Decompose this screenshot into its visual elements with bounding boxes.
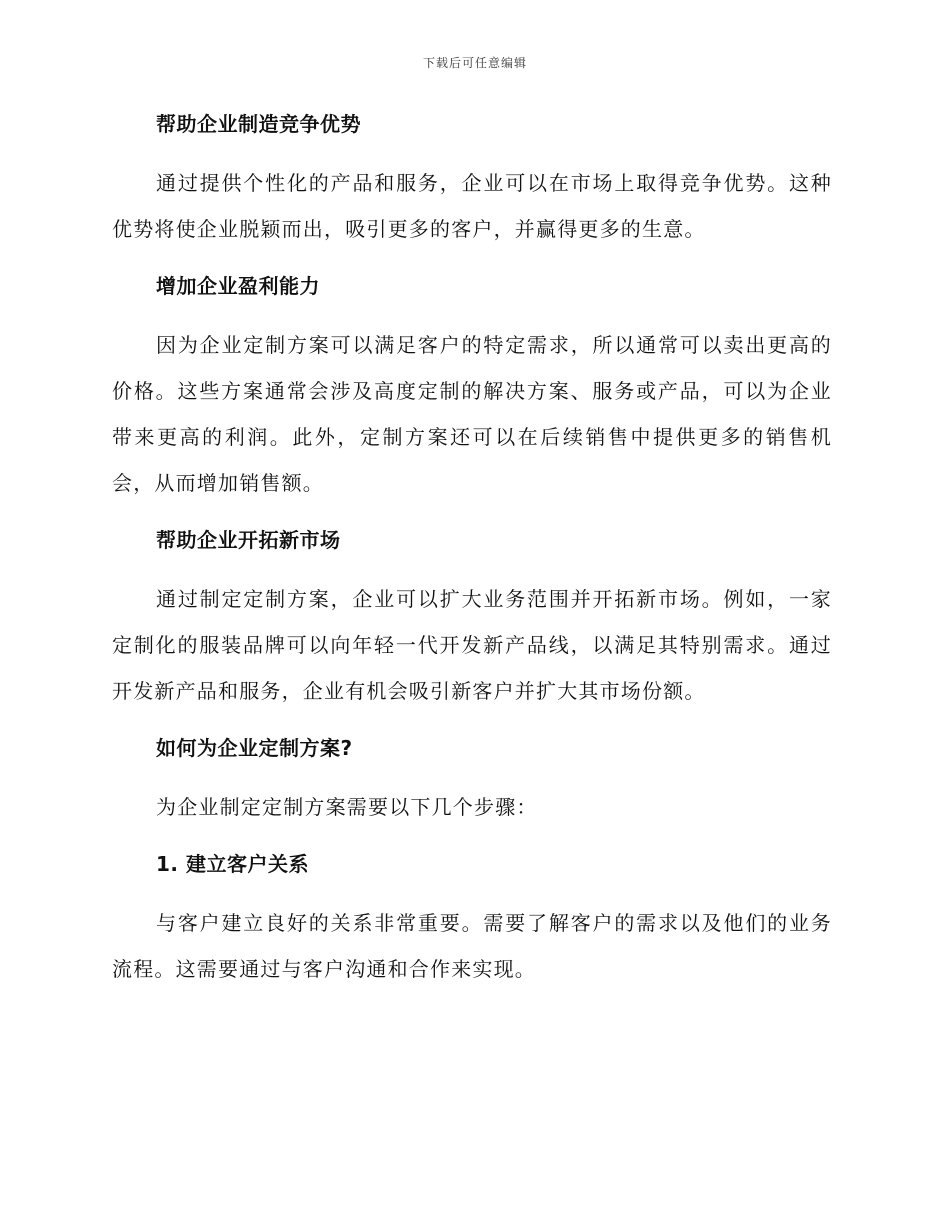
section-paragraph: 通过制定定制方案，企业可以扩大业务范围并开拓新市场。例如，一家定制化的服装品牌可以向年轻一代开发新产品线，以满足其特别需求。通过开发新产品和服务，企业有机会吸引新客户并扩大其市场份额。 — [112, 587, 832, 703]
section-paragraph: 因为企业定制方案可以满足客户的特定需求，所以通常可以卖出更高的价格。这些方案通常会涉及高度定制的解决方案、服务或产品，可以为企业带来更高的利润。此外，定制方案还可以在后续销售中提供更多的销售机会，从而增加销售额。 — [112, 333, 832, 495]
section — [112, 848, 832, 992]
section-heading: 帮助企业开拓新市场 — [156, 528, 341, 552]
document-body — [112, 108, 832, 992]
section-paragraph: 为企业制定定制方案需要以下几个步骤： — [156, 795, 538, 819]
section — [112, 108, 832, 270]
section — [112, 524, 832, 732]
section — [112, 270, 832, 524]
section-heading: 1. 建立客户关系 — [156, 852, 309, 876]
section-heading: 帮助企业制造竞争优势 — [156, 112, 361, 136]
section-heading: 增加企业盈利能力 — [156, 274, 320, 298]
section-paragraph: 与客户建立良好的关系非常重要。需要了解客户的需求以及他们的业务流程。这需要通过与客户沟通和合作来实现。 — [112, 911, 832, 981]
section — [112, 732, 832, 848]
section-heading: 如何为企业定制方案? — [156, 736, 353, 760]
header-note: 下载后可任意编辑 — [422, 56, 527, 70]
section-paragraph: 通过提供个性化的产品和服务，企业可以在市场上取得竞争优势。这种优势将使企业脱颖而出，吸引更多的客户，并赢得更多的生意。 — [112, 171, 832, 241]
